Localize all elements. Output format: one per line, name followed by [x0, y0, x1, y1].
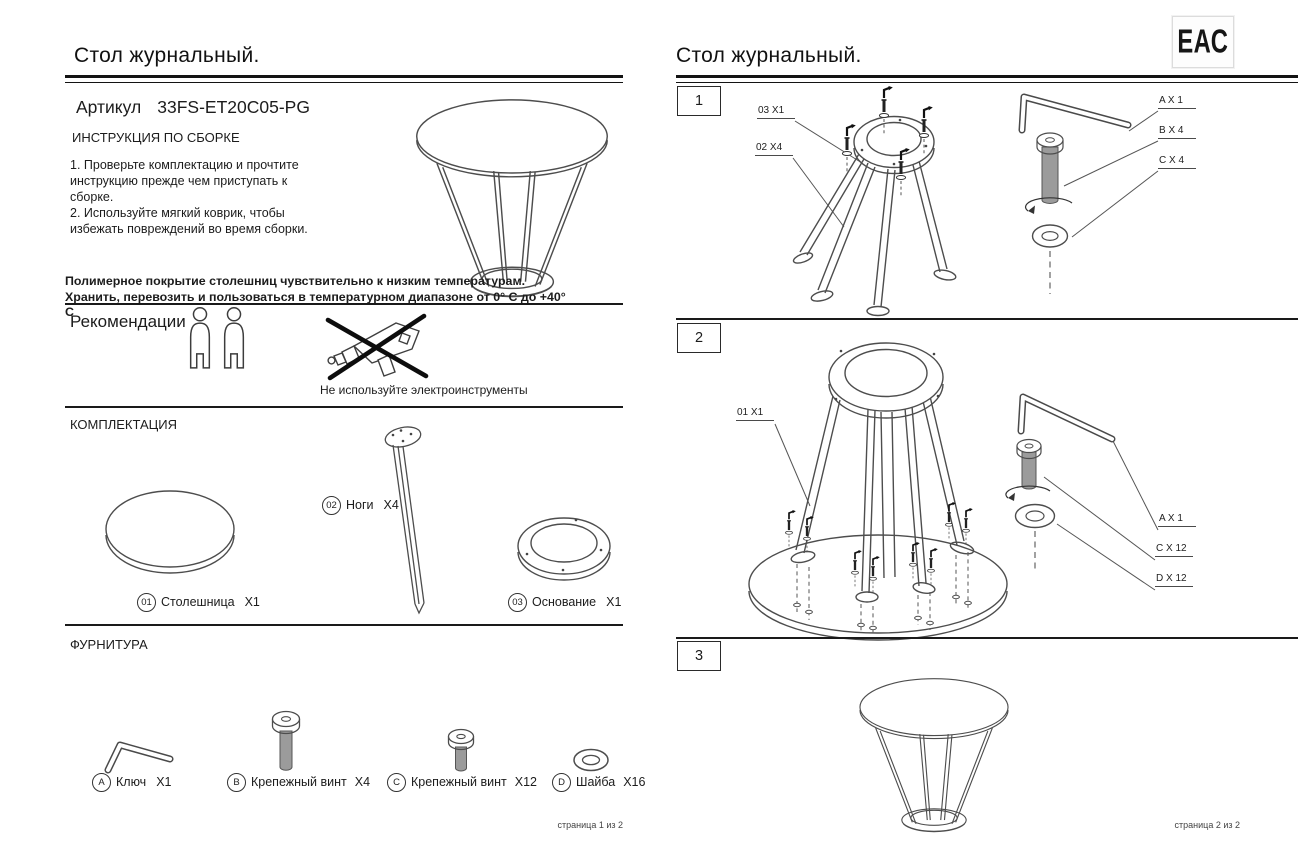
article-line	[76, 97, 310, 118]
bolt-tool	[1026, 133, 1072, 214]
hardware-label-bolt-short: Крепежный винт X12	[411, 775, 537, 789]
instructions-heading: ИНСТРУКЦИЯ ПО СБОРКЕ	[72, 130, 240, 145]
page-footer-right: страница 2 из 2	[1174, 820, 1240, 830]
section-divider	[65, 624, 623, 626]
step-2-diagram	[676, 320, 1300, 638]
part-number-badge: 01	[137, 593, 156, 612]
page-title-right: Стол журнальный.	[676, 44, 862, 67]
two-people-icon	[186, 305, 250, 373]
parts-heading: КОМПЛЕКТАЦИЯ	[70, 417, 178, 432]
callout-hardware-b: B X 4	[1158, 125, 1196, 139]
part-number-badge: 03	[508, 593, 527, 612]
hex-key-icon	[100, 738, 178, 776]
title-divider-right	[676, 75, 1298, 83]
hardware-letter-badge: A	[92, 773, 111, 792]
section-divider	[65, 406, 623, 408]
article-label: Артикул	[76, 97, 142, 117]
part-number-badge: 02	[322, 496, 341, 515]
page-title-left: Стол журнальный.	[74, 44, 260, 67]
step-1-number: 1	[677, 86, 721, 116]
hardware-letter-badge: C	[387, 773, 406, 792]
callout-hardware-c: C X 12	[1155, 543, 1193, 557]
hex-key-tool	[1022, 97, 1128, 130]
base-ring-part-drawing	[514, 512, 614, 582]
no-power-tools-icon	[320, 308, 438, 382]
callout-part-01: 01 X1	[736, 407, 774, 421]
hardware-letter-badge: B	[227, 773, 246, 792]
part-label-legs: Ноги X4	[346, 498, 399, 512]
hardware-heading: ФУРНИТУРА	[70, 637, 148, 652]
tabletop-part-drawing	[103, 486, 237, 582]
instruction-step-2: 2. Используйте мягкий коврик, чтобы избежать повреждений во время сборки.	[70, 206, 308, 236]
washer-tool	[1016, 505, 1055, 571]
step-2-number: 2	[677, 323, 721, 353]
recommendations-heading: Рекомендации	[70, 312, 186, 331]
leg-assembly	[792, 117, 956, 316]
long-bolt-icon	[270, 710, 302, 774]
hardware-label-washer: Шайба X16	[576, 775, 646, 789]
hardware-letter-badge: D	[552, 773, 571, 792]
page-footer-left: страница 1 из 2	[557, 820, 623, 830]
article-value: 33FS-ET20C05-PG	[157, 97, 310, 117]
title-divider-left	[65, 75, 623, 83]
assembled-table-drawing	[398, 96, 626, 300]
step-3-number: 3	[677, 641, 721, 671]
short-bolt-icon	[446, 728, 476, 774]
callout-part-03: 03 X1	[757, 105, 795, 119]
hardware-label-bolt-long: Крепежный винт X4	[251, 775, 371, 789]
part-label-base: Основание X1	[532, 595, 622, 609]
callout-hardware-c: C X 4	[1158, 155, 1196, 169]
callout-hardware-a: A X 1	[1158, 513, 1196, 527]
step-1-diagram	[676, 84, 1300, 318]
no-power-tools-caption: Не используйте электроинструменты	[320, 383, 528, 397]
part-label-tabletop: Столешница X1	[161, 595, 260, 609]
temperature-warning: Полимерное покрытие столешниц чувствительно к низким температурам. Хранить, перевозить и пользоваться в температурном диапазоне от 0° С до +40° С	[65, 274, 566, 319]
washer-tool	[1033, 225, 1068, 294]
callout-part-02: 02 X4	[755, 142, 793, 156]
inverted-frame-on-top	[749, 343, 1007, 640]
bolt-tool	[1006, 440, 1050, 502]
washer-icon	[570, 746, 612, 774]
through-holes-dashed	[797, 552, 968, 635]
loose-washers	[794, 595, 972, 629]
hex-key-tool	[1021, 397, 1112, 439]
section-divider	[65, 303, 623, 305]
leg-part-drawing	[378, 424, 442, 618]
instruction-step-1: 1. Проверьте комплектацию и прочтите инструкцию прежде чем приступать к сборке.	[70, 158, 299, 204]
leader-lines	[775, 424, 1158, 590]
step-3-diagram	[676, 638, 1300, 867]
callout-hardware-a: A X 1	[1158, 95, 1196, 109]
hardware-label-key: Ключ X1	[116, 775, 172, 789]
callout-hardware-d: D X 12	[1155, 573, 1193, 587]
eac-conformity-mark: ЕАС	[1172, 16, 1234, 68]
